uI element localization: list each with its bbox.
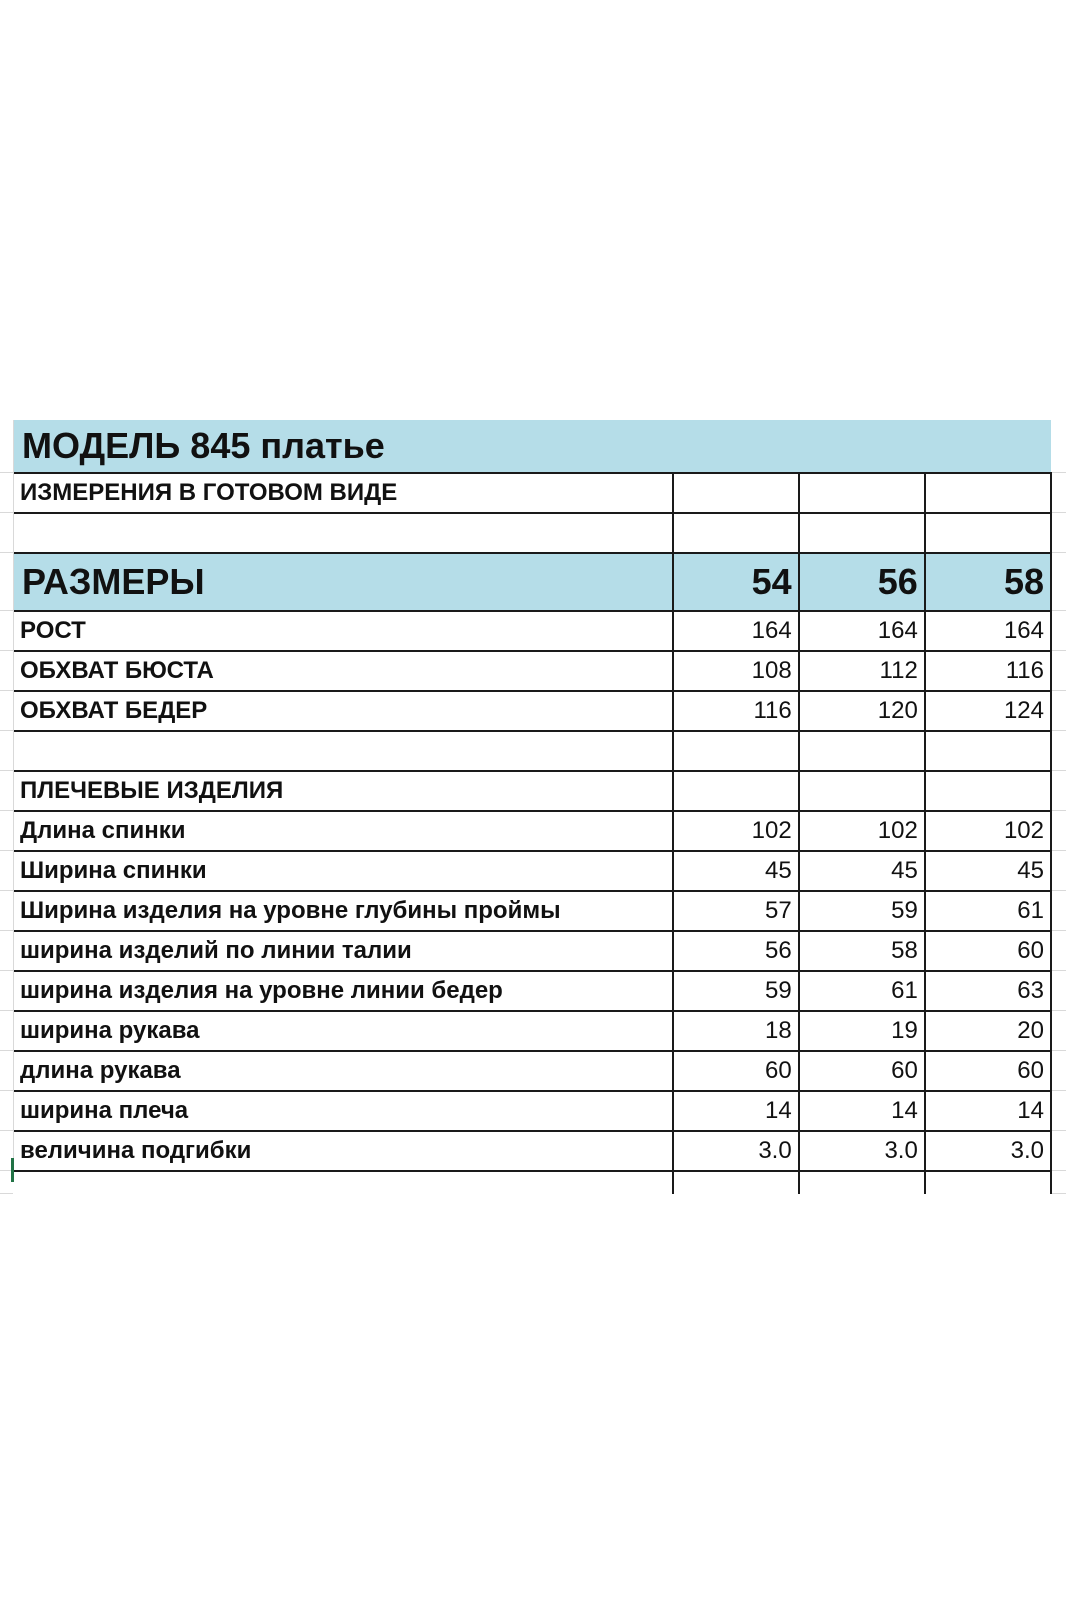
gridline [0, 1090, 13, 1091]
value-cell[interactable]: 45 [925, 851, 1051, 891]
value-cell[interactable]: 164 [673, 611, 799, 651]
gridline [1052, 1130, 1066, 1131]
gridline [0, 690, 13, 691]
subtitle-row [14, 473, 1051, 513]
value-cell[interactable]: 60 [925, 1051, 1051, 1091]
empty-cell[interactable] [673, 1171, 799, 1194]
gridline [1052, 770, 1066, 771]
empty-cell[interactable] [673, 731, 799, 771]
partial-empty-row [14, 1171, 1051, 1194]
table-row-hips [14, 691, 1051, 731]
value-cell[interactable]: 59 [673, 971, 799, 1011]
row-label[interactable]: ширина рукава [14, 1011, 673, 1051]
empty-cell[interactable] [14, 513, 673, 553]
row-label[interactable]: ширина изделий по линии талии [14, 931, 673, 971]
empty-cell[interactable] [799, 473, 925, 513]
gridline [1052, 690, 1066, 691]
gridline [1052, 810, 1066, 811]
value-cell[interactable]: 61 [925, 891, 1051, 931]
row-label[interactable]: Длина спинки [14, 811, 673, 851]
gridline [1052, 512, 1066, 513]
gridline [1052, 1193, 1066, 1194]
empty-cell[interactable] [14, 1171, 673, 1194]
value-cell[interactable]: 112 [799, 651, 925, 691]
model-title[interactable]: МОДЕЛЬ 845 платье [14, 420, 1051, 473]
size-chart-table [14, 420, 1052, 1194]
empty-cell[interactable] [799, 731, 925, 771]
gridline [0, 810, 13, 811]
gridline [0, 730, 13, 731]
gridline [1052, 610, 1066, 611]
table-row-height [14, 611, 1051, 651]
size-header-cell[interactable]: 58 [925, 553, 1051, 611]
empty-cell[interactable] [799, 771, 925, 811]
row-label[interactable]: ОБХВАТ БЕДЕР [14, 691, 673, 731]
value-cell[interactable]: 20 [925, 1011, 1051, 1051]
value-cell[interactable]: 61 [799, 971, 925, 1011]
gridline [0, 610, 13, 611]
right-gridline-gutter [1052, 420, 1066, 1182]
sizes-header-row [14, 553, 1051, 611]
table-row-waist-width [14, 931, 1051, 971]
title-row [14, 420, 1051, 473]
value-cell[interactable]: 63 [925, 971, 1051, 1011]
value-cell[interactable]: 108 [673, 651, 799, 691]
row-label[interactable]: ОБХВАТ БЮСТА [14, 651, 673, 691]
gridline [0, 970, 13, 971]
gridline [1052, 1050, 1066, 1051]
value-cell[interactable]: 45 [799, 851, 925, 891]
value-cell[interactable]: 102 [925, 811, 1051, 851]
table-row-bust [14, 651, 1051, 691]
value-cell[interactable]: 45 [673, 851, 799, 891]
value-cell[interactable]: 18 [673, 1011, 799, 1051]
value-cell[interactable]: 14 [799, 1091, 925, 1131]
table-row-back-length [14, 811, 1051, 851]
empty-cell[interactable] [799, 513, 925, 553]
empty-cell[interactable] [925, 731, 1051, 771]
empty-cell[interactable] [925, 473, 1051, 513]
row-label[interactable]: Ширина изделия на уровне глубины проймы [14, 891, 673, 931]
gridline [0, 850, 13, 851]
empty-cell[interactable] [925, 513, 1051, 553]
row-label[interactable]: ширина изделия на уровне линии бедер [14, 971, 673, 1011]
empty-row [14, 731, 1051, 771]
gridline [0, 770, 13, 771]
empty-cell[interactable] [14, 731, 673, 771]
gridline [1052, 850, 1066, 851]
row-label[interactable]: РОСТ [14, 611, 673, 651]
row-label[interactable]: длина рукава [14, 1051, 673, 1091]
gridline [1052, 1170, 1066, 1171]
gridline [1052, 890, 1066, 891]
gridline [1052, 970, 1066, 971]
gridline [0, 930, 13, 931]
gridline [0, 472, 13, 473]
gridline [0, 552, 13, 553]
table-row-hip-line-width [14, 971, 1051, 1011]
gridline [0, 512, 13, 513]
value-cell[interactable]: 3.0 [673, 1131, 799, 1171]
row-label[interactable]: ширина плеча [14, 1091, 673, 1131]
gridline [0, 1050, 13, 1051]
spreadsheet-area [0, 420, 1066, 1182]
gridline [0, 890, 13, 891]
value-cell[interactable]: 57 [673, 891, 799, 931]
measurements-subtitle[interactable]: ИЗМЕРЕНИЯ В ГОТОВОМ ВИДЕ [14, 473, 673, 513]
row-label[interactable]: величина подгибки [14, 1131, 673, 1171]
empty-cell[interactable] [925, 1171, 1051, 1194]
table-row-shoulder-width [14, 1091, 1051, 1131]
value-cell[interactable]: 124 [925, 691, 1051, 731]
value-cell[interactable]: 14 [673, 1091, 799, 1131]
empty-cell[interactable] [799, 1171, 925, 1194]
value-cell[interactable]: 58 [799, 931, 925, 971]
value-cell[interactable]: 164 [799, 611, 925, 651]
table-row-sleeve-width [14, 1011, 1051, 1051]
gridline [1052, 472, 1066, 473]
size-header-cell[interactable]: 54 [673, 553, 799, 611]
empty-cell[interactable] [673, 473, 799, 513]
value-cell[interactable]: 60 [925, 931, 1051, 971]
empty-cell[interactable] [673, 771, 799, 811]
size-header-cell[interactable]: 56 [799, 553, 925, 611]
value-cell[interactable]: 102 [799, 811, 925, 851]
value-cell[interactable]: 164 [925, 611, 1051, 651]
gridline [0, 1010, 13, 1011]
row-label[interactable]: Ширина спинки [14, 851, 673, 891]
table-row-armhole-width [14, 891, 1051, 931]
value-cell[interactable]: 3.0 [799, 1131, 925, 1171]
table-row-back-width [14, 851, 1051, 891]
gridline [1052, 650, 1066, 651]
empty-row [14, 513, 1051, 553]
left-gridline-gutter [0, 420, 14, 1182]
table-row-hem-allowance [14, 1131, 1051, 1171]
sizes-header-label[interactable]: РАЗМЕРЫ [14, 553, 673, 611]
value-cell[interactable]: 120 [799, 691, 925, 731]
value-cell[interactable]: 19 [799, 1011, 925, 1051]
value-cell[interactable]: 116 [673, 691, 799, 731]
gridline [1052, 930, 1066, 931]
value-cell[interactable]: 102 [673, 811, 799, 851]
empty-cell[interactable] [925, 771, 1051, 811]
table-row-sleeve-length [14, 1051, 1051, 1091]
value-cell[interactable]: 14 [925, 1091, 1051, 1131]
gridline [1052, 1010, 1066, 1011]
value-cell[interactable]: 56 [673, 931, 799, 971]
gridline [0, 1130, 13, 1131]
value-cell[interactable]: 59 [799, 891, 925, 931]
section-title-row [14, 771, 1051, 811]
value-cell[interactable]: 60 [799, 1051, 925, 1091]
value-cell[interactable]: 116 [925, 651, 1051, 691]
gridline [1052, 1090, 1066, 1091]
empty-cell[interactable] [673, 513, 799, 553]
section-title[interactable]: ПЛЕЧЕВЫЕ ИЗДЕЛИЯ [14, 771, 673, 811]
gridline [1052, 552, 1066, 553]
value-cell[interactable]: 3.0 [925, 1131, 1051, 1171]
gridline [1052, 730, 1066, 731]
gridline [0, 650, 13, 651]
gridline [0, 1193, 13, 1194]
value-cell[interactable]: 60 [673, 1051, 799, 1091]
